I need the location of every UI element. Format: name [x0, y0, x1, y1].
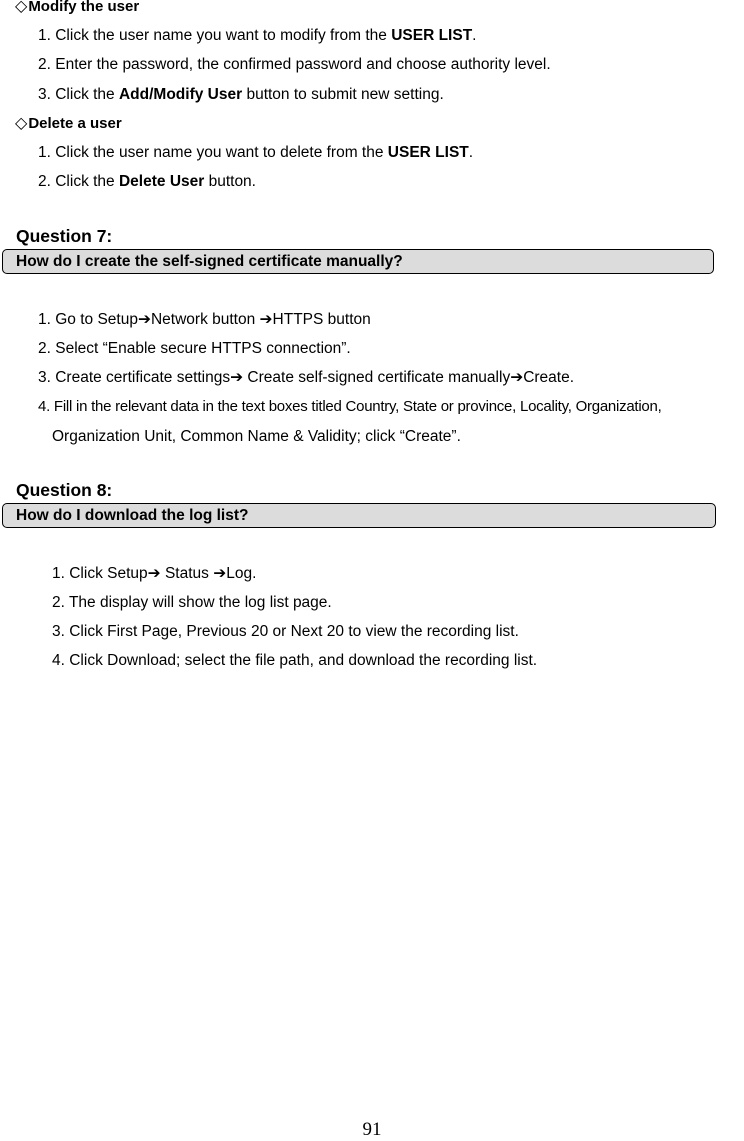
arrow-right-icon: ➔: [147, 565, 161, 582]
q8-step-2: 2. The display will show the log list page.: [52, 594, 332, 611]
q8-step-1: 1. Click Setup➔ Status ➔Log.: [52, 565, 257, 582]
arrow-right-icon: ➔: [510, 369, 524, 386]
q7-step-4-line-2: Organization Unit, Common Name & Validity; click “Create”.: [52, 428, 461, 445]
arrow-right-icon: ➔: [137, 311, 151, 328]
q7-step-4-line-1: 4. Fill in the relevant data in the text boxes titled Country, State or province, Locality, Organization,: [38, 398, 662, 415]
q8-step-3: 3. Click First Page, Previous 20 or Next 20 to view the recording list.: [52, 623, 519, 640]
arrow-right-icon: ➔: [213, 565, 227, 582]
modify-step-2: 2. Enter the password, the confirmed password and choose authority level.: [38, 56, 551, 73]
modify-step-1: 1. Click the user name you want to modify from the USER LIST.: [38, 27, 477, 44]
delete-step-1: 1. Click the user name you want to delete from the USER LIST.: [38, 144, 474, 161]
question-7-label: Question 7:: [16, 226, 113, 246]
q8-step-4: 4. Click Download; select the file path, and download the recording list.: [52, 652, 538, 669]
delete-step-2: 2. Click the Delete User button.: [38, 173, 256, 190]
question-8-text: How do I download the log list?: [16, 507, 249, 524]
page-number: 91: [362, 1119, 382, 1140]
question-7-box: [2, 249, 714, 274]
diamond-bullet-icon: ◇: [15, 115, 28, 132]
question-7-text: How do I create the self-signed certificate manually?: [16, 253, 403, 270]
diamond-bullet-icon: ◇: [15, 0, 28, 15]
modify-step-3: 3. Click the Add/Modify User button to submit new setting.: [38, 86, 444, 103]
q7-step-2: 2. Select “Enable secure HTTPS connection”.: [38, 340, 351, 357]
modify-user-header: ◇Modify the user: [15, 0, 140, 15]
arrow-right-icon: ➔: [230, 369, 244, 386]
question-8-label: Question 8:: [16, 480, 113, 500]
q7-step-3: 3. Create certificate settings➔ Create self-signed certificate manually➔Create.: [38, 369, 575, 386]
delete-user-header: ◇Delete a user: [15, 115, 122, 132]
q7-step-1: 1. Go to Setup➔Network button ➔HTTPS button: [38, 311, 371, 328]
arrow-right-icon: ➔: [259, 311, 273, 328]
question-8-box: [2, 503, 716, 528]
